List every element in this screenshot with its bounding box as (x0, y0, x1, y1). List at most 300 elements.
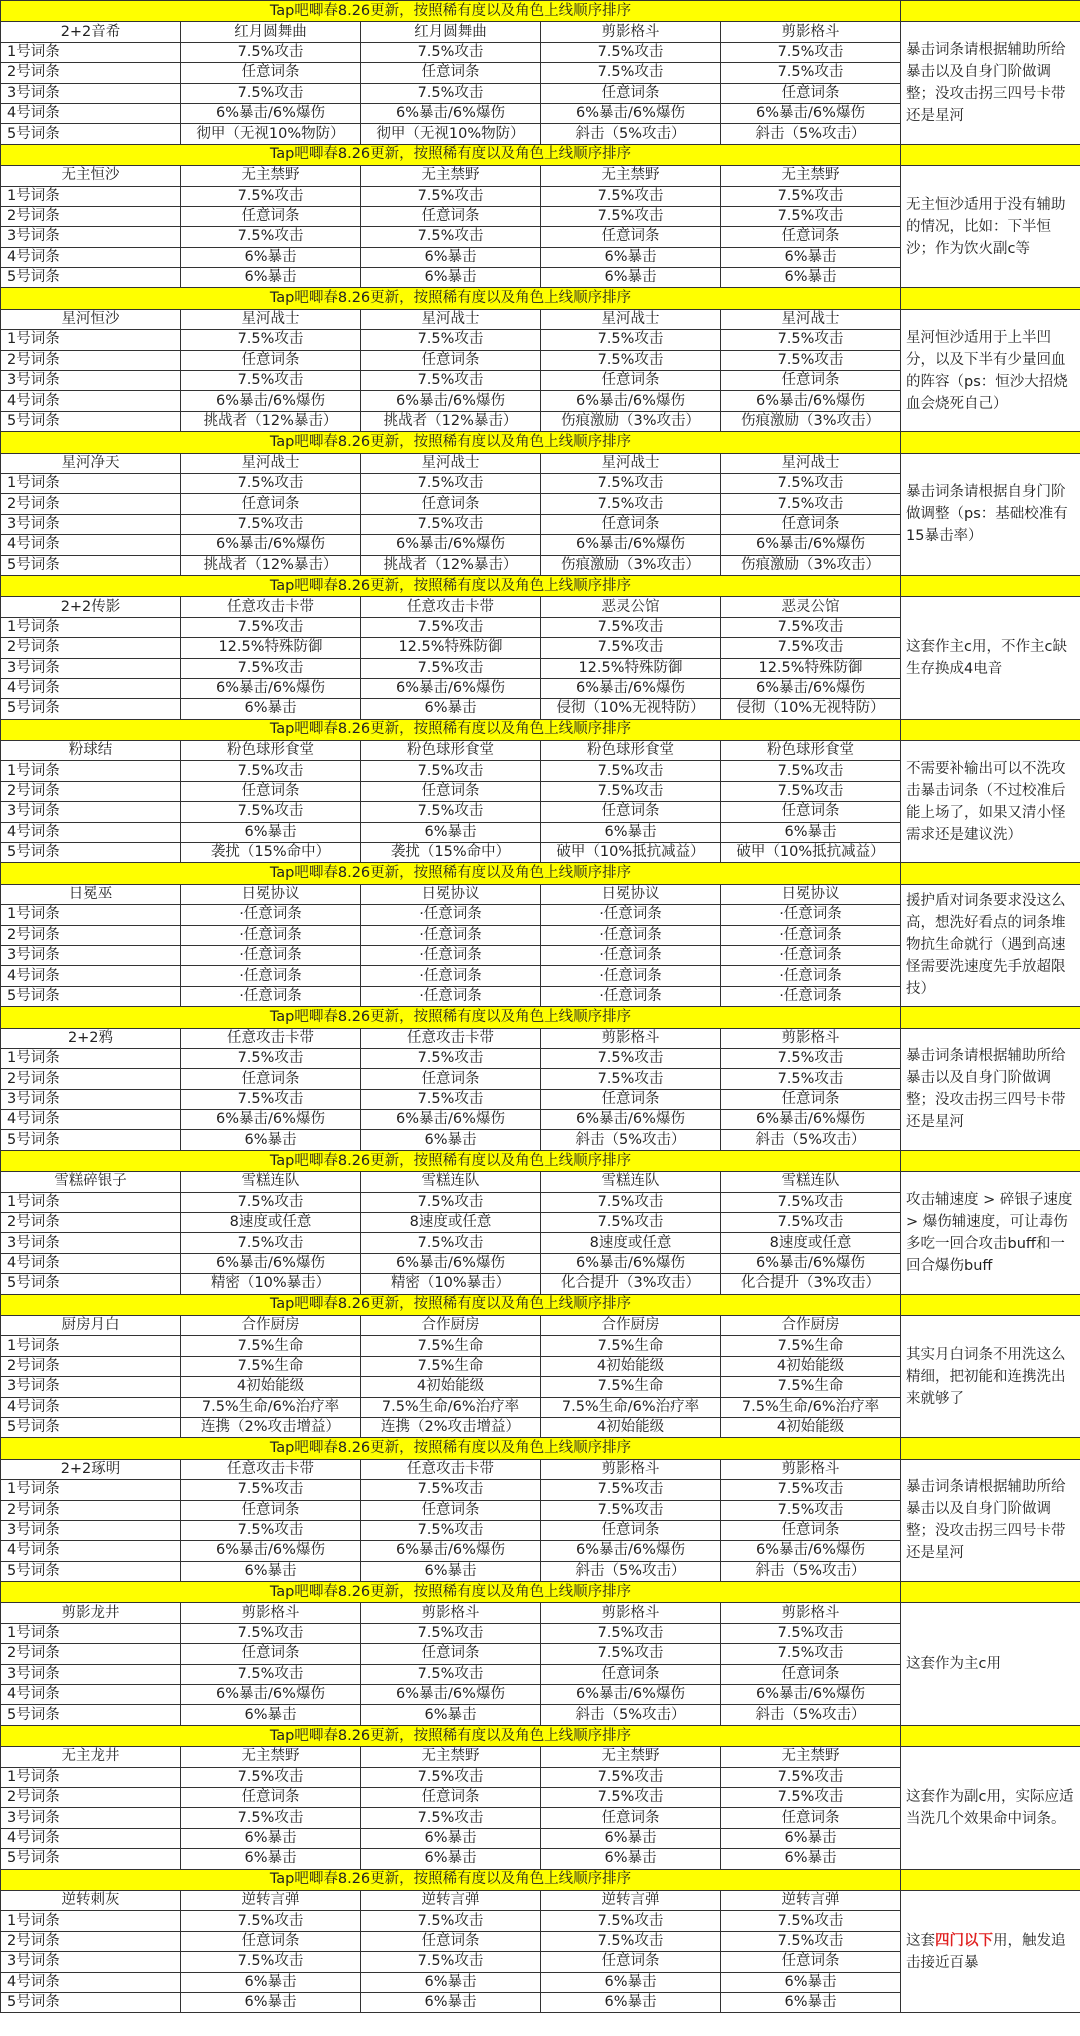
stat-value: 7.5%生命/6%治疗率 (721, 1397, 901, 1417)
stat-value: 任意词条 (181, 494, 361, 514)
stat-value: 6%暴击 (541, 268, 721, 288)
stat-value: 任意词条 (721, 1808, 901, 1828)
stat-value: 7.5%攻击 (181, 330, 361, 350)
set-name: 逆转言弹 (361, 1890, 541, 1910)
stat-value: 6%暴击 (181, 822, 361, 842)
stat-value: 任意词条 (541, 1520, 721, 1540)
stat-value: 7.5%攻击 (361, 617, 541, 637)
stat-value: 连携（2%攻击增益） (361, 1417, 541, 1437)
section-note: 星河恒沙适用于上半凹分，以及下半有少量回血的阵容（ps：恒沙大招烧血会烧死自己） (901, 309, 1080, 431)
stat-value: ·任意词条 (181, 905, 361, 925)
row-label: 2号词条 (1, 638, 181, 658)
row-label: 2号词条 (1, 1213, 181, 1233)
stat-value: 任意词条 (541, 371, 721, 391)
stat-value: 4初始能级 (721, 1356, 901, 1376)
set-name: 日冕协议 (721, 884, 901, 904)
stat-value: 任意词条 (541, 1089, 721, 1109)
stat-value: 化合提升（3%攻击） (721, 1274, 901, 1294)
banner-pad (901, 1725, 1080, 1746)
row-label: 4号词条 (1, 1541, 181, 1561)
stat-value: 7.5%攻击 (721, 42, 901, 62)
stat-value: 7.5%攻击 (361, 1767, 541, 1787)
set-name: 剪影格斗 (721, 22, 901, 42)
section-banner (1, 1007, 1080, 1028)
set-name: 粉色球形食堂 (721, 741, 901, 761)
row-label: 4号词条 (1, 678, 181, 698)
character-name: 星河恒沙 (1, 309, 181, 329)
stat-value: 7.5%攻击 (541, 1213, 721, 1233)
row-label: 1号词条 (1, 186, 181, 206)
stat-value: 任意词条 (541, 83, 721, 103)
banner-pad (901, 1007, 1080, 1028)
set-name: 剪影格斗 (721, 1603, 901, 1623)
set-name: 粉色球形食堂 (181, 741, 361, 761)
stat-value: 6%暴击/6%爆伤 (361, 1110, 541, 1130)
row-label: 1号词条 (1, 1192, 181, 1212)
stat-value: 7.5%攻击 (721, 473, 901, 493)
stat-value: 侵彻（10%无视特防） (721, 699, 901, 719)
stat-value: 6%暴击 (541, 247, 721, 267)
stat-value: 任意词条 (181, 1787, 361, 1807)
stat-value: 12.5%特殊防御 (181, 638, 361, 658)
set-name: 星河战士 (361, 309, 541, 329)
stat-value: 7.5%攻击 (181, 227, 361, 247)
character-name: 无主龙井 (1, 1747, 181, 1767)
stat-value: 6%暴击/6%爆伤 (541, 678, 721, 698)
stat-value: 7.5%攻击 (181, 1480, 361, 1500)
set-name: 无主禁野 (541, 1747, 721, 1767)
stat-value: 7.5%攻击 (541, 186, 721, 206)
stat-value: ·任意词条 (721, 925, 901, 945)
banner-pad (901, 432, 1080, 453)
stat-value: 挑战者（12%暴击） (361, 555, 541, 575)
character-name: 粉球结 (1, 741, 181, 761)
row-label: 3号词条 (1, 1089, 181, 1109)
stat-value: 4初始能级 (721, 1417, 901, 1437)
section-note: 无主恒沙适用于没有辅助的情况，比如：下半恒沙；作为饮火副c等 (901, 166, 1080, 288)
stat-value: 4初始能级 (541, 1356, 721, 1376)
stat-value: 任意词条 (181, 1500, 361, 1520)
stat-value: 7.5%攻击 (541, 473, 721, 493)
stat-value: 7.5%攻击 (181, 1664, 361, 1684)
stat-value: 6%暴击 (181, 1705, 361, 1725)
section-header-row (1, 166, 1080, 186)
set-name: 无主禁野 (361, 166, 541, 186)
stat-value: 7.5%攻击 (721, 350, 901, 370)
row-label: 3号词条 (1, 514, 181, 534)
set-name: 粉色球形食堂 (361, 741, 541, 761)
stat-value: 7.5%攻击 (181, 1192, 361, 1212)
loadout-table-body (1, 1, 1080, 2013)
banner-text: Tap吧唧春8.26更新，按照稀有度以及角色上线顺序排序 (1, 1438, 901, 1459)
stat-value: 7.5%攻击 (181, 1233, 361, 1253)
banner-text: Tap吧唧春8.26更新，按照稀有度以及角色上线顺序排序 (1, 863, 901, 884)
row-label: 4号词条 (1, 247, 181, 267)
section-note: 不需要补输出可以不洗攻击暴击词条（不过校准后能上场了，如果又清小怪需求还是建议洗） (901, 741, 1080, 863)
stat-value: 6%暴击/6%爆伤 (721, 1685, 901, 1705)
set-name: 无主禁野 (721, 1747, 901, 1767)
row-label: 3号词条 (1, 802, 181, 822)
set-name: 星河战士 (181, 453, 361, 473)
row-label: 4号词条 (1, 1110, 181, 1130)
stat-value: 6%暴击 (361, 268, 541, 288)
stat-value: 6%暴击/6%爆伤 (721, 1253, 901, 1273)
stat-value: 任意词条 (721, 83, 901, 103)
note-text: 这套 (906, 1932, 936, 1949)
stat-value: 6%暴击/6%爆伤 (181, 1110, 361, 1130)
banner-pad (901, 1582, 1080, 1603)
stat-value: 6%暴击 (361, 1972, 541, 1992)
section-header-row (1, 309, 1080, 329)
section-header-row (1, 1890, 1080, 1910)
stat-value: 7.5%攻击 (721, 330, 901, 350)
set-name: 剪影格斗 (541, 1603, 721, 1623)
stat-value: 任意词条 (721, 1089, 901, 1109)
set-name: 恶灵公馆 (721, 597, 901, 617)
character-name: 无主恒沙 (1, 166, 181, 186)
row-label: 2号词条 (1, 781, 181, 801)
stat-value: 6%暴击/6%爆伤 (721, 678, 901, 698)
row-label: 5号词条 (1, 699, 181, 719)
stat-value: 7.5%攻击 (721, 1500, 901, 1520)
stat-value: 6%暴击/6%爆伤 (361, 535, 541, 555)
stat-value: 6%暴击 (721, 1972, 901, 1992)
row-label: 1号词条 (1, 1623, 181, 1643)
stat-value: 7.5%攻击 (361, 83, 541, 103)
character-name: 2+2音希 (1, 22, 181, 42)
stat-value: 7.5%生命 (541, 1377, 721, 1397)
stat-value: 任意词条 (541, 514, 721, 534)
row-label: 1号词条 (1, 761, 181, 781)
stat-value: 任意词条 (361, 206, 541, 226)
stat-value: 7.5%攻击 (361, 1808, 541, 1828)
stat-value: 7.5%攻击 (541, 781, 721, 801)
stat-value: 7.5%攻击 (721, 494, 901, 514)
stat-value: 7.5%攻击 (721, 638, 901, 658)
banner-pad (901, 575, 1080, 596)
stat-value: 7.5%攻击 (721, 1048, 901, 1068)
stat-value: 伤痕激励（3%攻击） (721, 411, 901, 431)
row-label: 2号词条 (1, 1069, 181, 1089)
section-header-row (1, 741, 1080, 761)
stat-value: ·任意词条 (181, 966, 361, 986)
stat-value: 斜击（5%攻击） (721, 1561, 901, 1581)
set-name: 日冕协议 (361, 884, 541, 904)
stat-value: 7.5%生命/6%治疗率 (541, 1397, 721, 1417)
stat-value: 6%暴击/6%爆伤 (181, 535, 361, 555)
row-label: 1号词条 (1, 330, 181, 350)
row-label: 2号词条 (1, 63, 181, 83)
stat-value: 12.5%特殊防御 (721, 658, 901, 678)
stat-value: ·任意词条 (541, 986, 721, 1006)
set-name: 任意攻击卡带 (181, 1459, 361, 1479)
stat-value: 任意词条 (361, 1931, 541, 1951)
stat-value: ·任意词条 (361, 925, 541, 945)
stat-value: 7.5%攻击 (181, 1952, 361, 1972)
stat-value: 7.5%攻击 (361, 1623, 541, 1643)
stat-value: 6%暴击 (541, 1849, 721, 1869)
set-name: 星河战士 (541, 309, 721, 329)
section-banner (1, 1150, 1080, 1171)
stat-value: 6%暴击 (721, 1992, 901, 2012)
section-banner (1, 1582, 1080, 1603)
set-name: 合作厨房 (541, 1316, 721, 1336)
stat-value: 7.5%攻击 (181, 658, 361, 678)
set-name: 逆转言弹 (721, 1890, 901, 1910)
set-name: 无主禁野 (721, 166, 901, 186)
stat-value: 任意词条 (721, 371, 901, 391)
stat-value: 7.5%攻击 (541, 761, 721, 781)
stat-value: 7.5%攻击 (361, 227, 541, 247)
stat-value: 7.5%攻击 (181, 1911, 361, 1931)
stat-value: 7.5%攻击 (181, 371, 361, 391)
stat-value: 4初始能级 (541, 1417, 721, 1437)
stat-value: 7.5%攻击 (361, 371, 541, 391)
set-name: 雪糕连队 (541, 1172, 721, 1192)
stat-value: 6%暴击/6%爆伤 (361, 1253, 541, 1273)
stat-value: 7.5%攻击 (541, 1500, 721, 1520)
stat-value: ·任意词条 (721, 905, 901, 925)
stat-value: 斜击（5%攻击） (541, 1561, 721, 1581)
stat-value: 任意词条 (361, 350, 541, 370)
stat-value: 7.5%攻击 (721, 1623, 901, 1643)
note-text: 用，触发追击接近百暴 (906, 1932, 1066, 1971)
banner-pad (901, 719, 1080, 740)
stat-value: ·任意词条 (181, 925, 361, 945)
section-note: 这套作为副c用，实际应适当洗几个效果命中词条。 (901, 1747, 1080, 1869)
stat-value: 7.5%生命/6%治疗率 (181, 1397, 361, 1417)
stat-value: 7.5%攻击 (361, 1233, 541, 1253)
stat-value: 7.5%攻击 (181, 1048, 361, 1068)
set-name: 任意攻击卡带 (181, 1028, 361, 1048)
stat-value: 6%暴击/6%爆伤 (541, 391, 721, 411)
set-name: 逆转言弹 (181, 1890, 361, 1910)
stat-value: 任意词条 (361, 1500, 541, 1520)
stat-value: 7.5%攻击 (721, 1213, 901, 1233)
row-label: 4号词条 (1, 1397, 181, 1417)
banner-text: Tap吧唧春8.26更新，按照稀有度以及角色上线顺序排序 (1, 575, 901, 596)
set-name: 任意攻击卡带 (181, 597, 361, 617)
section-note: 暴击词条请根据自身门阶做调整（ps：基础校准有15暴击率） (901, 453, 1080, 575)
stat-value: 8速度或任意 (541, 1233, 721, 1253)
stat-value: 7.5%攻击 (541, 1767, 721, 1787)
set-name: 星河战士 (361, 453, 541, 473)
stat-value: 斜击（5%攻击） (721, 1130, 901, 1150)
set-name: 红月圆舞曲 (181, 22, 361, 42)
stat-value: 7.5%生命 (361, 1336, 541, 1356)
stat-value: 6%暴击/6%爆伤 (721, 535, 901, 555)
row-label: 3号词条 (1, 1952, 181, 1972)
stat-value: 7.5%攻击 (361, 42, 541, 62)
row-label: 2号词条 (1, 1787, 181, 1807)
stat-value: 7.5%攻击 (541, 206, 721, 226)
stat-value: 7.5%攻击 (721, 1767, 901, 1787)
stat-value: 7.5%攻击 (361, 1952, 541, 1972)
stat-value: 7.5%攻击 (541, 63, 721, 83)
row-label: 4号词条 (1, 822, 181, 842)
stat-value: ·任意词条 (721, 945, 901, 965)
set-name: 剪影格斗 (181, 1603, 361, 1623)
stat-value: 6%暴击/6%爆伤 (541, 1253, 721, 1273)
stat-value: ·任意词条 (361, 905, 541, 925)
stat-value: 6%暴击 (721, 822, 901, 842)
section-header-row (1, 1747, 1080, 1767)
stat-value: 7.5%攻击 (721, 1480, 901, 1500)
stat-value: 任意词条 (721, 1520, 901, 1540)
stat-value: 7.5%攻击 (721, 761, 901, 781)
stat-value: 斜击（5%攻击） (721, 1705, 901, 1725)
section-note: 这套作为主c用 (901, 1603, 1080, 1725)
stat-value: 7.5%攻击 (181, 186, 361, 206)
stat-value: 7.5%攻击 (361, 1192, 541, 1212)
banner-pad (901, 1294, 1080, 1315)
stat-value: 7.5%攻击 (541, 1931, 721, 1951)
stat-value: 7.5%攻击 (721, 1069, 901, 1089)
stat-value: 7.5%攻击 (361, 1911, 541, 1931)
stat-value: 7.5%攻击 (721, 206, 901, 226)
section-note: 暴击词条请根据辅助所给暴击以及自身门阶做调整；没攻击拐三四号卡带还是星河 (901, 1459, 1080, 1581)
stat-value: 7.5%攻击 (721, 1644, 901, 1664)
stat-value: 6%暴击/6%爆伤 (361, 1541, 541, 1561)
stat-value: 7.5%攻击 (361, 1048, 541, 1068)
stat-value: 7.5%攻击 (181, 1520, 361, 1540)
stat-value: 12.5%特殊防御 (541, 658, 721, 678)
section-banner (1, 288, 1080, 309)
section-banner (1, 432, 1080, 453)
stat-value: 任意词条 (541, 1808, 721, 1828)
stat-value: 8速度或任意 (181, 1213, 361, 1233)
row-label: 3号词条 (1, 371, 181, 391)
stat-value: 6%暴击 (181, 699, 361, 719)
character-name: 2+2传影 (1, 597, 181, 617)
set-name: 合作厨房 (181, 1316, 361, 1336)
section-banner (1, 1, 1080, 22)
row-label: 3号词条 (1, 1233, 181, 1253)
stat-value: 任意词条 (361, 781, 541, 801)
stat-value: 6%暴击/6%爆伤 (361, 103, 541, 123)
stat-value: 任意词条 (361, 1069, 541, 1089)
row-label: 1号词条 (1, 1911, 181, 1931)
stat-value: 6%暴击/6%爆伤 (181, 391, 361, 411)
stat-value: 6%暴击 (361, 1828, 541, 1848)
stat-value: 7.5%攻击 (541, 617, 721, 637)
stat-value: 破甲（10%抵抗减益） (721, 843, 901, 863)
stat-value: 7.5%攻击 (361, 1520, 541, 1540)
character-name: 厨房月白 (1, 1316, 181, 1336)
set-name: 星河战士 (721, 453, 901, 473)
stat-value: 6%暴击 (181, 1130, 361, 1150)
stat-value: 6%暴击 (181, 1561, 361, 1581)
section-header-row (1, 1603, 1080, 1623)
stat-value: 7.5%攻击 (721, 1931, 901, 1951)
stat-value: 彻甲（无视10%物防） (181, 124, 361, 144)
set-name: 雪糕连队 (721, 1172, 901, 1192)
stat-value: 任意词条 (181, 1069, 361, 1089)
stat-value: 7.5%攻击 (361, 658, 541, 678)
stat-value: 7.5%生命 (181, 1356, 361, 1376)
section-header-row (1, 597, 1080, 617)
stat-value: 7.5%攻击 (541, 1192, 721, 1212)
set-name: 任意攻击卡带 (361, 597, 541, 617)
section-banner (1, 1294, 1080, 1315)
stat-value: 7.5%攻击 (181, 802, 361, 822)
set-name: 无主禁野 (541, 166, 721, 186)
stat-value: 7.5%攻击 (541, 1787, 721, 1807)
stat-value: 8速度或任意 (721, 1233, 901, 1253)
banner-pad (901, 1150, 1080, 1171)
stat-value: 6%暴击/6%爆伤 (721, 391, 901, 411)
row-label: 3号词条 (1, 83, 181, 103)
stat-value: 7.5%攻击 (181, 617, 361, 637)
stat-value: 任意词条 (721, 802, 901, 822)
section-banner (1, 575, 1080, 596)
row-label: 5号词条 (1, 411, 181, 431)
stat-value: 6%暴击 (361, 1992, 541, 2012)
row-label: 5号词条 (1, 268, 181, 288)
stat-value: 7.5%攻击 (721, 617, 901, 637)
section-banner (1, 1438, 1080, 1459)
stat-value: 7.5%攻击 (361, 1664, 541, 1684)
banner-text: Tap吧唧春8.26更新，按照稀有度以及角色上线顺序排序 (1, 288, 901, 309)
character-name: 雪糕碎银子 (1, 1172, 181, 1192)
set-name: 任意攻击卡带 (361, 1028, 541, 1048)
row-label: 5号词条 (1, 1992, 181, 2012)
stat-value: 6%暴击 (541, 1828, 721, 1848)
row-label: 2号词条 (1, 206, 181, 226)
stat-value: 6%暴击 (181, 1828, 361, 1848)
set-name: 任意攻击卡带 (361, 1459, 541, 1479)
stat-value: 任意词条 (721, 514, 901, 534)
row-label: 1号词条 (1, 42, 181, 62)
stat-value: 7.5%攻击 (541, 1644, 721, 1664)
row-label: 3号词条 (1, 227, 181, 247)
stat-value: 任意词条 (721, 227, 901, 247)
stat-value: 6%暴击 (181, 247, 361, 267)
stat-value: 6%暴击 (181, 1849, 361, 1869)
stat-value: ·任意词条 (541, 925, 721, 945)
row-label: 1号词条 (1, 617, 181, 637)
row-label: 1号词条 (1, 473, 181, 493)
stat-value: 7.5%攻击 (181, 473, 361, 493)
row-label: 4号词条 (1, 535, 181, 555)
stat-value: 4初始能级 (361, 1377, 541, 1397)
section-note: 暴击词条请根据辅助所给暴击以及自身门阶做调整；没攻击拐三四号卡带还是星河 (901, 1028, 1080, 1150)
set-name: 剪影格斗 (541, 1028, 721, 1048)
set-name: 逆转言弹 (541, 1890, 721, 1910)
stat-value: 6%暴击 (181, 1992, 361, 2012)
stat-value: 7.5%攻击 (181, 83, 361, 103)
stat-value: 6%暴击/6%爆伤 (541, 1685, 721, 1705)
stat-value: 彻甲（无视10%物防） (361, 124, 541, 144)
row-label: 2号词条 (1, 1356, 181, 1376)
stat-value: 6%暴击/6%爆伤 (361, 678, 541, 698)
set-name: 日冕协议 (181, 884, 361, 904)
stat-value: 7.5%攻击 (721, 1787, 901, 1807)
stat-value: 伤痕激励（3%攻击） (541, 411, 721, 431)
stat-value: 6%暴击/6%爆伤 (361, 1685, 541, 1705)
stat-value: 任意词条 (181, 63, 361, 83)
row-label: 1号词条 (1, 1767, 181, 1787)
stat-value: 6%暴击/6%爆伤 (181, 1541, 361, 1561)
stat-value: 7.5%攻击 (721, 1911, 901, 1931)
row-label: 3号词条 (1, 1520, 181, 1540)
section-banner (1, 1869, 1080, 1890)
banner-pad (901, 1438, 1080, 1459)
section-header-row (1, 453, 1080, 473)
stat-value: 任意词条 (181, 1644, 361, 1664)
note-highlight: 四门以下 (935, 1932, 994, 1949)
stat-value: 7.5%攻击 (181, 1623, 361, 1643)
